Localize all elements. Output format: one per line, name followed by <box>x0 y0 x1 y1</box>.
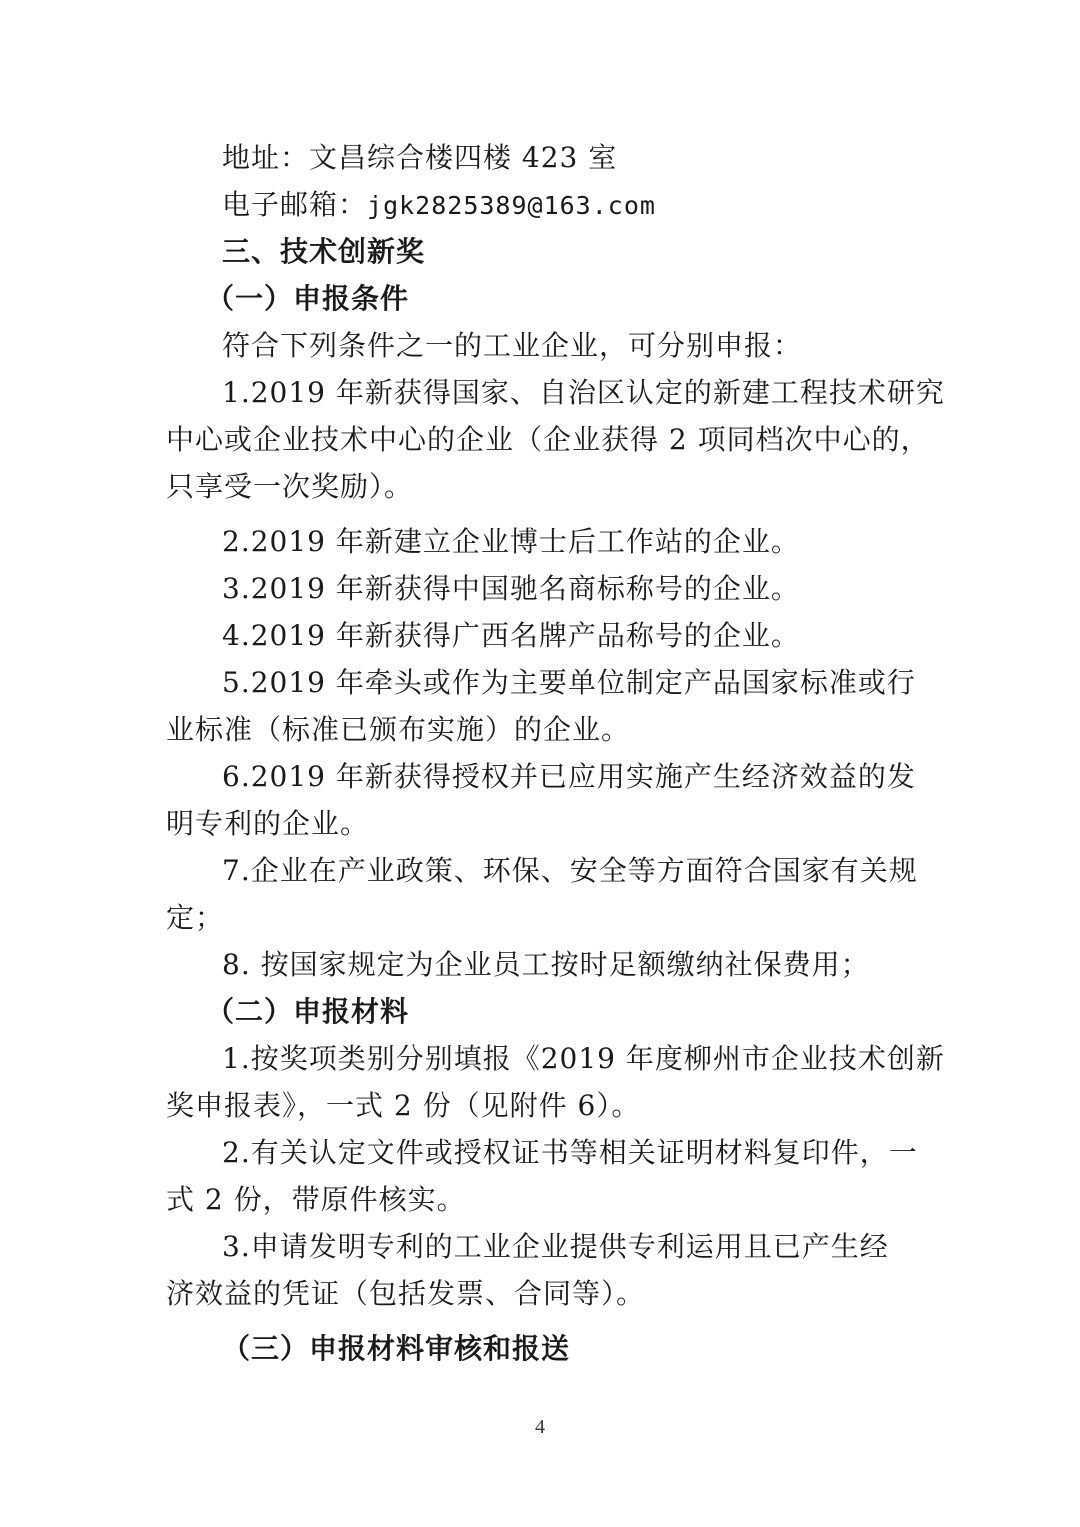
subsection-title-review: （三）申报材料审核和报送 <box>222 1332 571 1365</box>
conditions-intro: 符合下列条件之一的工业企业，可分别申报： <box>222 329 803 362</box>
material-2-line-2: 式 2 份，带原件核实。 <box>166 1183 466 1216</box>
condition-2: 2.2019 年新建立企业博士后工作站的企业。 <box>222 525 800 558</box>
email-value: jgk2825389@163.com <box>367 191 656 220</box>
condition-3: 3.2019 年新获得中国驰名商标称号的企业。 <box>222 572 800 605</box>
condition-5-line-2: 业标准（标准已颁布实施）的企业。 <box>166 713 631 746</box>
material-1-line-2: 奖申报表》，一式 2 份（见附件 6）。 <box>166 1089 641 1122</box>
condition-7-line-1: 7.企业在产业政策、环保、安全等方面符合国家有关规 <box>222 854 918 887</box>
condition-7-line-2: 定； <box>166 901 225 934</box>
material-2-line-1: 2.有关认定文件或授权证书等相关证明材料复印件，一 <box>222 1136 918 1169</box>
condition-6-line-1: 6.2019 年新获得授权并已应用实施产生经济效益的发 <box>222 760 916 793</box>
condition-6-line-2: 明专利的企业。 <box>166 807 370 840</box>
email-line <box>166 181 918 228</box>
subsection-title-materials: （二）申报材料 <box>206 995 410 1028</box>
subsection-title-conditions: （一）申报条件 <box>206 282 410 315</box>
material-3-line-1: 3.申请发明专利的工业企业提供专利运用且已产生经 <box>222 1230 889 1263</box>
section-title: 三、技术创新奖 <box>222 235 426 268</box>
document-body <box>166 134 945 1372</box>
condition-4: 4.2019 年新获得广西名牌产品称号的企业。 <box>222 619 800 652</box>
address-line: 地址：文昌综合楼四楼 423 室 <box>222 141 618 174</box>
page-number: 4 <box>535 1416 545 1438</box>
condition-1-line-1: 1.2019 年新获得国家、自治区认定的新建工程技术研究 <box>222 376 945 409</box>
condition-1-line-3: 只享受一次奖励）。 <box>166 470 414 503</box>
condition-8: 8. 按国家规定为企业员工按时足额缴纳社保费用； <box>222 948 870 981</box>
email-label: 电子邮箱： <box>222 188 368 221</box>
material-1-line-1: 1.按奖项类别分别填报《2019 年度柳州市企业技术创新 <box>222 1042 945 1075</box>
material-3-line-2: 济效益的凭证（包括发票、合同等）。 <box>166 1277 646 1310</box>
condition-1-line-2: 中心或企业技术中心的企业（企业获得 2 项同档次中心的， <box>166 423 930 456</box>
condition-5-line-1: 5.2019 年牵头或作为主要单位制定产品国家标准或行 <box>222 666 916 699</box>
